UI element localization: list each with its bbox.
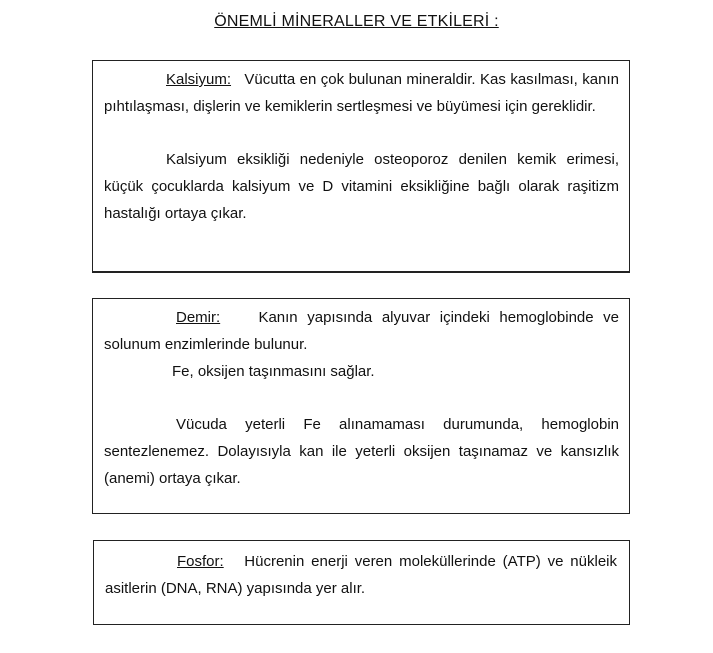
kalsiyum-text-1: Vücutta en çok bulunan mineraldir. Kas kasılması, kanın pıhtılaşması, dişlerin ve kemiklerin sertleşmesi ve büyümesi için gereklidir. — [104, 71, 619, 115]
demir-box — [92, 298, 630, 514]
kalsiyum-paragraph-2 — [104, 146, 619, 227]
demir-text-2: Fe, oksijen taşınmasını sağlar. — [172, 363, 375, 380]
kalsiyum-paragraph-1 — [104, 66, 619, 120]
demir-text-3: Vücuda yeterli Fe alınamaması durumunda, hemoglobin sentezlenemez. Dolayısıyla kan ile yeterli oksijen taşınamaz ve kansızlık (anemi) ortaya çıkar. — [104, 416, 619, 487]
fosfor-text-1: Hücrenin enerji veren moleküllerinde (ATP) ve nükleik asitlerin (DNA, RNA) yapısında yer alır. — [105, 553, 617, 597]
fosfor-box — [93, 540, 630, 625]
kalsiyum-box — [92, 60, 630, 273]
demir-text-1: Kanın yapısında alyuvar içindeki hemoglobinde ve solunum enzimlerinde bulunur. — [104, 309, 620, 353]
kalsiyum-heading: Kalsiyum: — [166, 71, 232, 88]
demir-paragraph-1 — [104, 304, 619, 358]
demir-paragraph-2 — [104, 358, 619, 385]
fosfor-heading: Fosfor: — [177, 553, 224, 570]
fosfor-paragraph-1 — [105, 548, 617, 602]
demir-paragraph-3 — [104, 411, 619, 492]
demir-heading: Demir: — [176, 309, 221, 326]
page-title: ÖNEMLİ MİNERALLER VE ETKİLERİ : — [214, 13, 499, 30]
kalsiyum-text-2: Kalsiyum eksikliği nedeniyle osteoporoz denilen kemik erimesi, küçük çocuklarda kalsiyum ve D vitamini eksikliğine bağlı olarak raşitizm hastalığı ortaya çıkar. — [104, 151, 619, 222]
